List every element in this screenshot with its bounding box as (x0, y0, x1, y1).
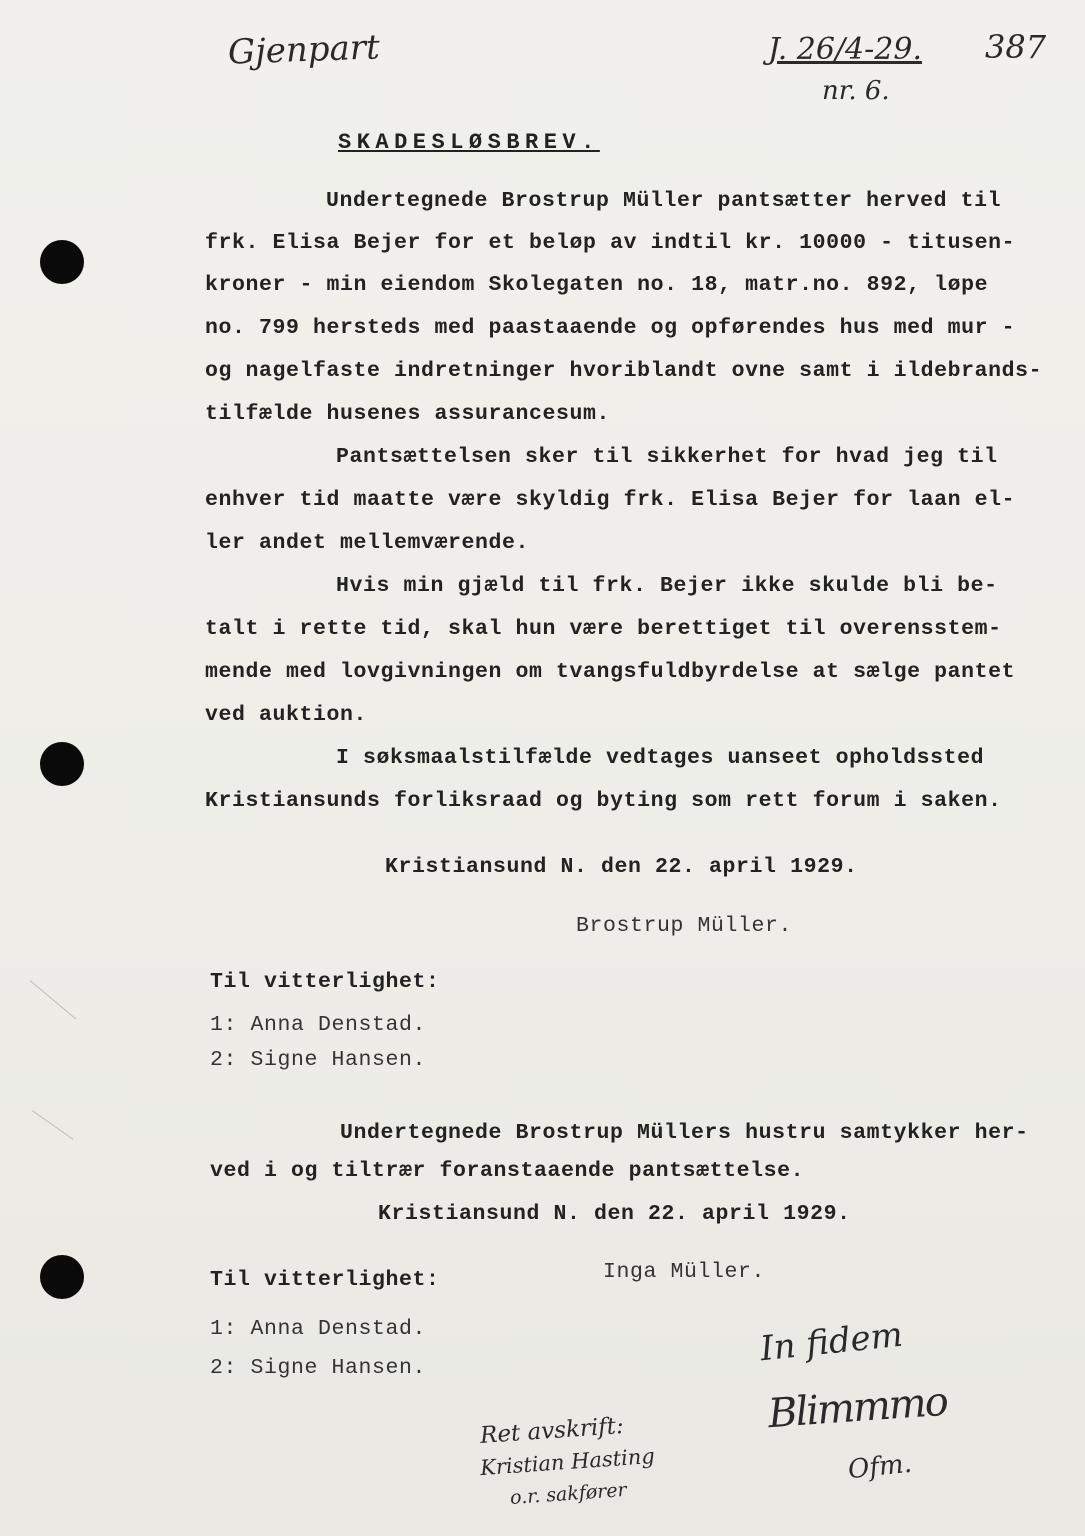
punch-hole (40, 240, 84, 284)
witness-heading-2: Til vitterlighet: (210, 1268, 440, 1292)
paper-scratch (30, 980, 77, 1019)
witness-heading-1: Til vitterlighet: (210, 970, 440, 994)
body-line: Pantsættelsen sker til sikkerhet for hvad jeg til (336, 445, 998, 469)
consent-line: Undertegnede Brostrup Müllers hustru samtykker her- (340, 1121, 1029, 1145)
body-line: no. 799 hersteds med paastaaende og opførendes hus med mur - (205, 316, 1016, 340)
body-line: I søksmaalstilfælde vedtages uanseet opholdssted (336, 746, 985, 770)
punch-hole (40, 1255, 84, 1299)
date-note-handwriting: J. 26/4-29. (768, 32, 922, 67)
page-number: 387 (985, 28, 1047, 66)
body-line: og nagelfaste indretninger hvoriblandt ovne samt i ildebrands- (205, 359, 1043, 383)
body-line: Kristiansunds forliksraad og byting som rett forum i saken. (205, 789, 1002, 813)
number-note-handwriting: nr. 6. (822, 76, 890, 106)
body-line: Hvis min gjæld til frk. Bejer ikke skulde bli be- (336, 574, 998, 598)
body-line: kroner - min eiendom Skolegaten no. 18, matr.no. 892, løpe (205, 273, 989, 297)
witness-2-2: 2: Signe Hansen. (210, 1356, 427, 1380)
signature-1: Brostrup Müller. (576, 914, 793, 938)
signature-2: Inga Müller. (603, 1260, 766, 1284)
body-line: ler andet mellemværende. (205, 531, 530, 555)
place-date-2: Kristiansund N. den 22. april 1929. (378, 1202, 851, 1226)
copy-note-line: Ret avskrift: (479, 1413, 625, 1449)
handwritten-signature: Blimmmo (766, 1378, 949, 1438)
copy-note-line: o.r. sakfører (509, 1478, 628, 1510)
place-date-1: Kristiansund N. den 22. april 1929. (385, 855, 858, 879)
body-line: talt i rette tid, skal hun være berettiget til overensstem- (205, 617, 1002, 641)
body-line: ved auktion. (205, 703, 368, 727)
body-line: tilfælde husenes assurancesum. (205, 402, 611, 426)
witness-2-1: 1: Anna Denstad. (210, 1317, 427, 1341)
in-fidem-note: In fidem (758, 1314, 905, 1370)
consent-line: ved i og tiltrær foranstaaende pantsættelse. (210, 1159, 805, 1183)
witness-1-1: 1: Anna Denstad. (210, 1013, 427, 1037)
witness-1-2: 2: Signe Hansen. (210, 1048, 427, 1072)
document-title: SKADESLØSBREV. (338, 130, 600, 155)
punch-hole (40, 742, 84, 786)
body-line: Undertegnede Brostrup Müller pantsætter herved til (326, 189, 1002, 213)
body-line: mende med lovgivningen om tvangsfuldbyrdelse at sælge pantet (205, 660, 1016, 684)
body-line: enhver tid maatte være skyldig frk. Elisa Bejer for laan el- (205, 488, 1016, 512)
gjenpart-handwriting: Gjenpart (227, 27, 381, 73)
office-note: Ofm. (846, 1448, 914, 1486)
paper-scratch (32, 1110, 74, 1139)
copy-note-line: Kristian Hasting (479, 1443, 656, 1481)
body-line: frk. Elisa Bejer for et beløp av indtil kr. 10000 - titusen- (205, 231, 1016, 255)
